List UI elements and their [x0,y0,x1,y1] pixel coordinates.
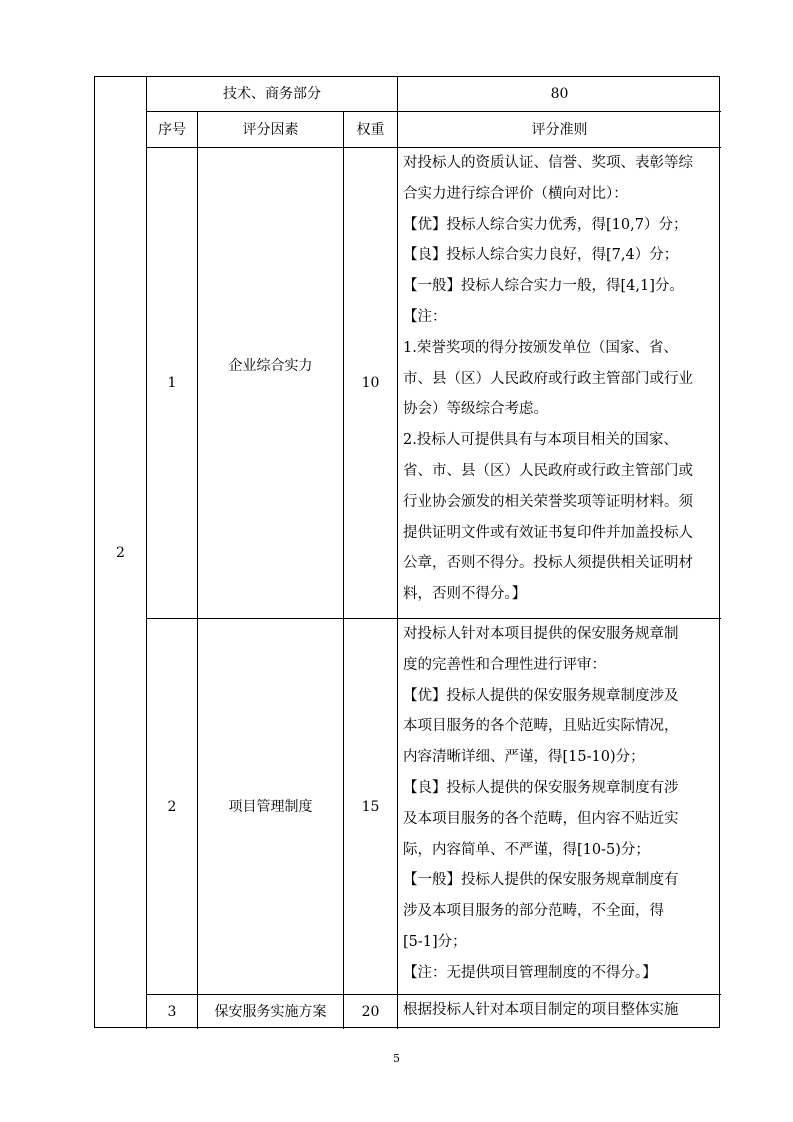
criteria-line: 市、县（区）人民政府或行政主管部门或行业 [403,370,693,387]
row-1-weight: 10 [361,375,380,391]
scoring-table [94,76,720,1028]
col-divider-weight [397,77,398,1029]
header-factor: 评分因素 [242,121,299,138]
page-number: 5 [393,1052,400,1065]
criteria-line: 本项目服务的各个范畴，且贴近实际情况， [403,718,679,735]
header-criteria: 评分准则 [531,121,588,138]
criteria-line: 合实力进行综合评价（横向对比）： [403,185,628,202]
section-title: 技术、商务部分 [223,86,321,102]
criteria-line: [5-1]分； [403,933,467,950]
row-2-index: 2 [167,798,177,815]
criteria-line: 内容清晰详细、严谨，得[15-10)分； [403,749,645,766]
row-3-criteria [401,995,723,1029]
criteria-line: 【一般】投标人提供的保安服务规章制度有 [403,872,679,889]
row-2-weight: 15 [361,798,380,815]
criteria-line: 2.投标人可提供具有与本项目相关的国家、 [403,432,678,449]
section-score: 80 [550,86,569,102]
criteria-line: 对投标人针对本项目提供的保安服务规章制 [403,626,679,642]
criteria-line: 际，内容简单、不严谨，得[10-5)分； [403,841,650,858]
row-2-factor: 项目管理制度 [228,798,313,815]
criteria-line: 【良】投标人提供的保安服务规章制度有涉 [403,779,679,796]
criteria-line: 根据投标人针对本项目制定的项目整体实施 [403,1002,679,1018]
criteria-line: 及本项目服务的各个范畴，但内容不贴近实 [403,810,679,827]
criteria-line: 【优】投标人提供的保安服务规章制度涉及 [403,687,679,704]
criteria-line: 【一般】投标人综合实力一般，得[4,1]分。 [403,278,684,295]
criteria-line: 1.荣誉奖项的得分按颁发单位（国家、省、 [403,339,678,356]
criteria-line: 【注： [403,308,447,325]
row-3-index: 3 [167,1004,177,1020]
row-3-weight: 20 [361,1004,380,1020]
criteria-line: 【优】投标人综合实力优秀，得[10,7）分； [403,216,688,233]
criteria-line: 【注：无提供项目管理制度的不得分。】 [403,964,657,981]
group-number: 2 [116,545,125,561]
criteria-line: 【良】投标人综合实力良好，得[7,4）分； [403,247,679,264]
row-1-criteria [401,148,723,618]
criteria-line: 提供证明文件或有效证书复印件并加盖投标人 [403,524,693,541]
criteria-line: 协会）等级综合考虑。 [403,401,548,418]
row-1-index: 1 [167,375,177,391]
header-index: 序号 [158,121,186,138]
row-1-factor: 企业综合实力 [228,358,313,374]
criteria-line: 行业协会颁发的相关荣誉奖项等证明材料。须 [403,493,693,510]
header-weight: 权重 [356,121,385,138]
criteria-line: 料，否则不得分。】 [403,586,527,603]
row-2-criteria [401,619,723,994]
criteria-line: 涉及本项目服务的部分范畴，不全面，得 [403,903,664,920]
criteria-line: 对投标人的资质认证、信誉、奖项、表彰等综 [403,155,693,171]
criteria-line: 公章，否则不得分。投标人须提供相关证明材 [403,555,693,572]
row-3-factor: 保安服务实施方案 [214,1004,327,1020]
criteria-line: 省、市、县（区）人民政府或行政主管部门或 [403,462,693,479]
criteria-line: 度的完善性和合理性进行评审： [403,656,606,673]
